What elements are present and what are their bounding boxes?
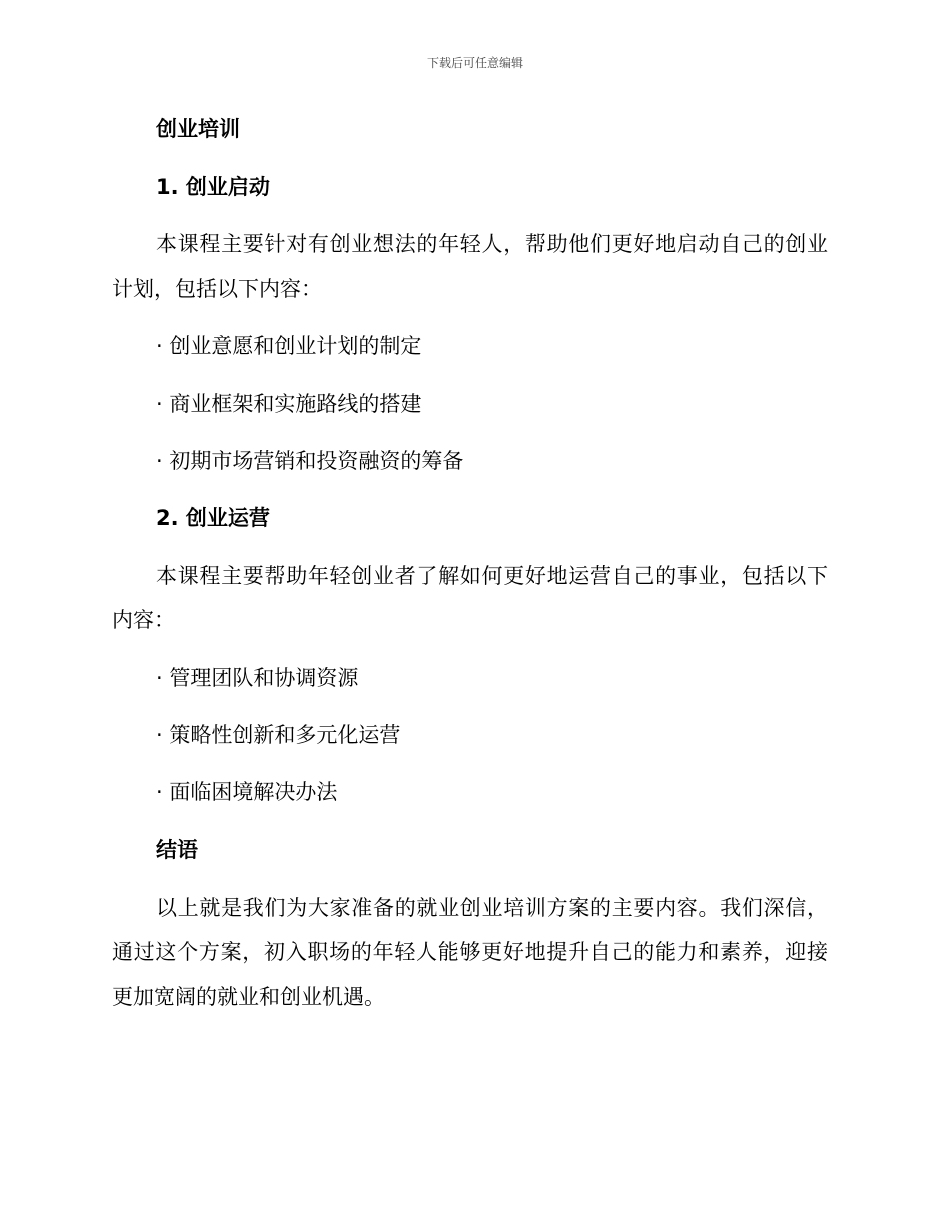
section-1-paragraph-line-1: 本课程主要针对有创业想法的年轻人，帮助他们更好地启动自己的创业 (156, 232, 828, 256)
section-1-paragraph-line-2: 计划，包括以下内容： (112, 277, 322, 301)
section-2-heading: 2. 创业运营 (156, 506, 270, 530)
section-2-bullet-3: · 面临困境解决办法 (156, 780, 338, 804)
section-2-paragraph-line-1: 本课程主要帮助年轻创业者了解如何更好地运营自己的事业，包括以下 (156, 564, 828, 588)
conclusion-line-2: 通过这个方案，初入职场的年轻人能够更好地提升自己的能力和素养，迎接 (112, 940, 828, 964)
section-2-bullet-1: · 管理团队和协调资源 (156, 666, 359, 690)
section-1-bullet-2: · 商业框架和实施路线的搭建 (156, 392, 422, 416)
main-title: 创业培训 (156, 117, 240, 141)
conclusion-heading: 结语 (156, 838, 198, 862)
section-1-bullet-1: · 创业意愿和创业计划的制定 (156, 334, 422, 358)
conclusion-line-1: 以上就是我们为大家准备的就业创业培训方案的主要内容。我们深信， (156, 896, 828, 920)
page-header: 下载后可任意编辑 (426, 56, 523, 70)
section-1-heading: 1. 创业启动 (156, 175, 270, 199)
section-2-bullet-2: · 策略性创新和多元化运营 (156, 723, 401, 747)
section-1-bullet-3: · 初期市场营销和投资融资的筹备 (156, 449, 464, 473)
conclusion-line-3: 更加宽阔的就业和创业机遇。 (112, 985, 385, 1009)
section-2-paragraph-line-2: 内容： (112, 608, 175, 632)
